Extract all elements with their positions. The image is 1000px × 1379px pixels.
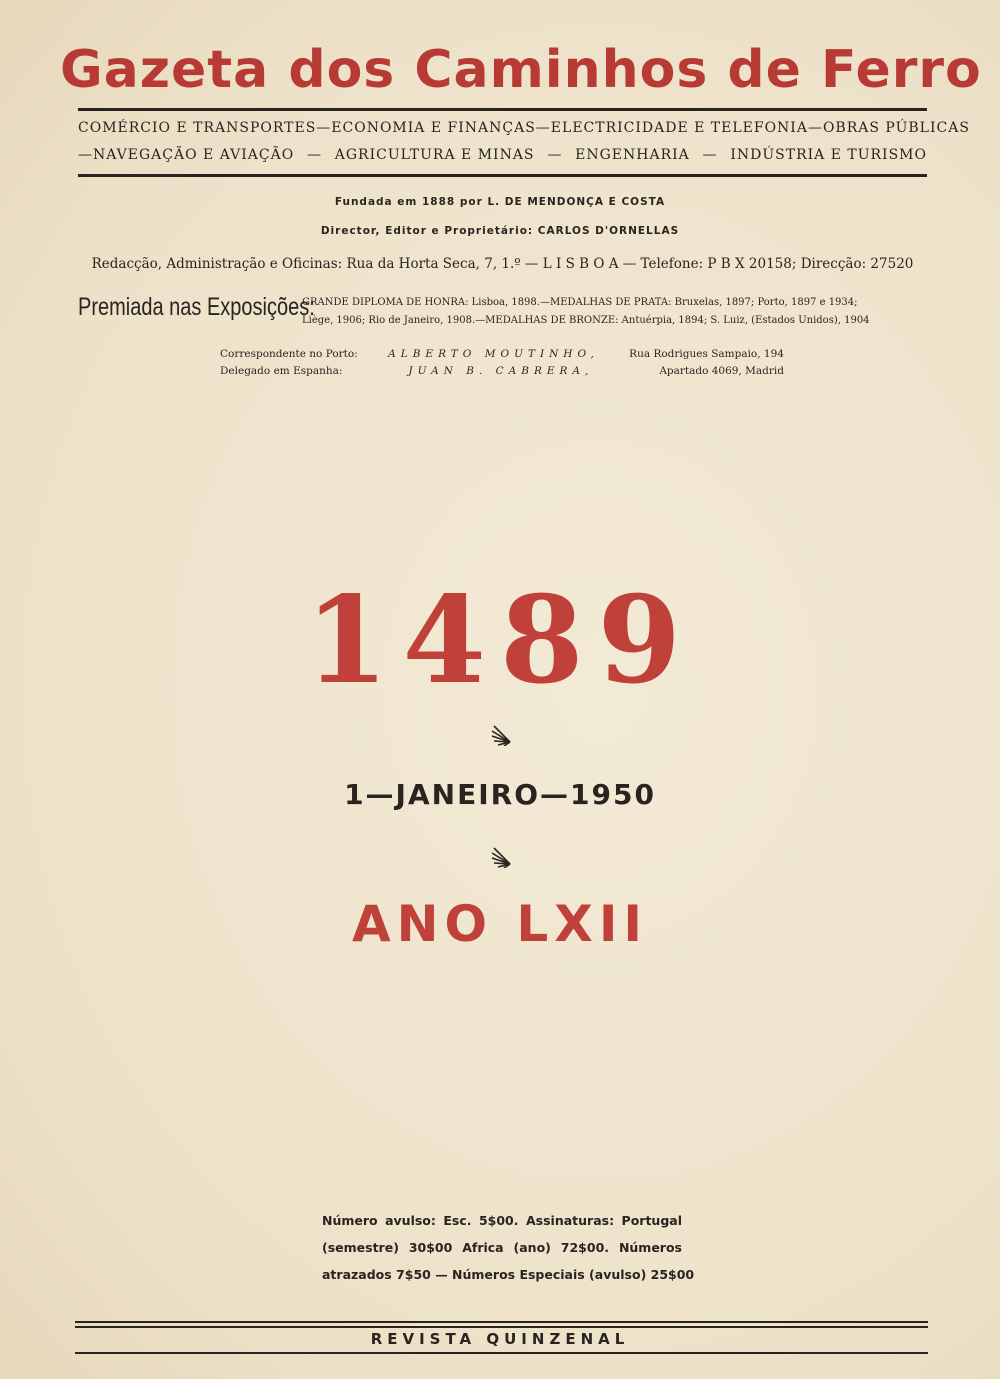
fan-ornament-icon — [490, 846, 516, 868]
topic-separator: — — [316, 120, 332, 136]
topic: ECONOMIA E FINANÇAS — [331, 120, 536, 136]
footer-rule-top — [75, 1321, 928, 1323]
topic: —NAVEGAÇÃO E AVIAÇÃO — [78, 147, 295, 163]
correspondent-role: Delegado em Espanha: — [220, 365, 343, 377]
masthead-top-rule — [78, 108, 927, 111]
topic: COMÉRCIO E TRANSPORTES — [78, 120, 317, 136]
topic: OBRAS PÚBLICAS — [822, 120, 970, 136]
masthead-title: Gazeta dos Caminhos de Ferro — [60, 40, 982, 100]
topic-separator: — — [547, 147, 563, 163]
correspondent-address: Rua Rodrigues Sampaio, 194 — [629, 348, 784, 360]
topic-separator: — — [535, 120, 551, 136]
awards-line-1: GRANDE DIPLOMA DE HONRA: Lisboa, 1898.—MEDALHAS DE PRATA: Bruxelas, 1897; Porto, 1897 e 1934; — [302, 297, 858, 308]
address-line: Redacção, Administração e Oficinas: Rua da Horta Seca, 7, 1.º — L I S B O A — Telefone: P B X 20158; Direcção: 27520 — [91, 256, 914, 272]
footer-rule-top-inner — [75, 1326, 928, 1328]
topic: INDÚSTRIA E TURISMO — [730, 147, 927, 163]
correspondent-name: ALBERTO MOUTINHO, — [388, 348, 599, 360]
fan-ornament-icon — [490, 724, 516, 746]
footer-title: REVISTA QUINZENAL — [370, 1330, 630, 1348]
price-line: Número avulso: Esc. 5$00. Assinaturas: Portugal — [322, 1213, 682, 1228]
topic-separator: — — [306, 147, 322, 163]
director-line: Director, Editor e Proprietário: CARLOS D'ORNELLAS — [320, 225, 680, 237]
masthead-bottom-rule — [78, 174, 927, 177]
correspondent-name: JUAN B. CABRERA, — [408, 365, 594, 377]
delegate-spain — [220, 365, 784, 377]
correspondent-porto — [220, 348, 784, 360]
founded-line: Fundada em 1888 por L. DE MENDONÇA E COSTA — [334, 196, 666, 208]
awards-line-2: Liège, 1906; Rio de Janeiro, 1908.—MEDALHAS DE BRONZE: Antuérpia, 1894; S. Luiz, (Estados Unidos), 1904 — [302, 315, 870, 326]
topics-line-1 — [78, 120, 970, 136]
footer-rule-bottom — [75, 1352, 928, 1354]
price-line: atrazados 7$50 — Números Especiais (avulso) 25$00 — [322, 1267, 695, 1282]
awards-label: Premiada nas Exposições: — [78, 293, 315, 321]
issue-date: 1—JANEIRO—1950 — [344, 778, 656, 811]
year-label: ANO LXII — [351, 895, 649, 953]
topic: ENGENHARIA — [575, 147, 690, 163]
issue-number: 1489 — [305, 570, 695, 711]
topic-separator: — — [807, 120, 823, 136]
topic: AGRICULTURA E MINAS — [334, 147, 535, 163]
correspondent-role: Correspondente no Porto: — [220, 348, 358, 360]
topic: ELECTRICIDADE E TELEFONIA — [550, 120, 808, 136]
price-line: (semestre) 30$00 Africa (ano) 72$00. Números — [322, 1240, 682, 1255]
correspondent-address: Apartado 4069, Madrid — [659, 365, 784, 377]
topics-line-2 — [78, 147, 927, 163]
topic-separator: — — [702, 147, 718, 163]
